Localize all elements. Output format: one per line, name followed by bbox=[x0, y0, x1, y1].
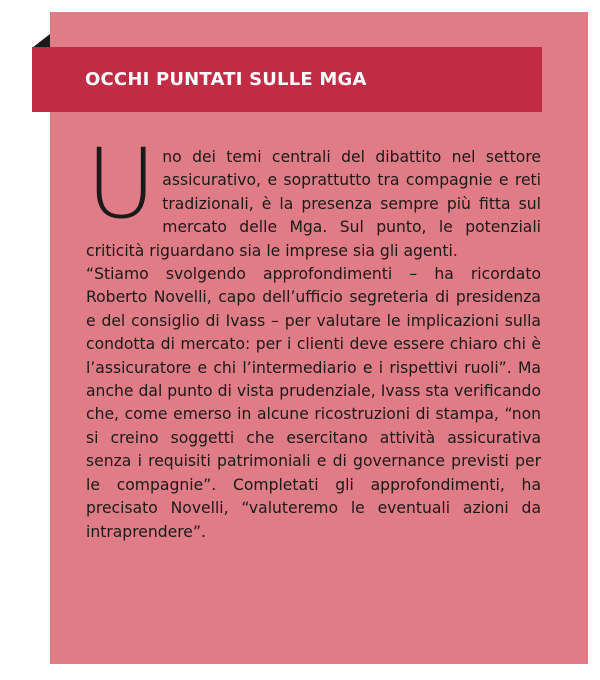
paragraph-1-text: no dei temi centrali del dibattito nel settore assicurativo, e soprattutto tra compagnie e reti tradizionali, è la presenza sempre più fitta sul mercato delle Mga. Sul punto, le potenziali criticità riguardano sia le imprese sia gli agenti. bbox=[86, 148, 541, 260]
title-banner bbox=[32, 47, 542, 112]
drop-cap: U bbox=[86, 128, 157, 240]
banner-fold bbox=[32, 34, 50, 48]
paragraph-1 bbox=[86, 128, 541, 263]
box-title: OCCHI PUNTATI SULLE MGA bbox=[85, 69, 367, 90]
paragraph-2: “Stiamo svolgendo approfondimenti – ha ricordato Roberto Novelli, capo dell’ufficio segreteria di presidenza e del consiglio di Ivass – per valutare le implicazioni sulla condotta di mercato: per i clienti deve essere chiaro chi è l’assicuratore e chi l’intermediario e i rispettivi ruoli”. Ma anche dal punto di vista prudenziale, Ivass sta verificando che, come emerso in alcune ricostruzioni di stampa, “non si creino soggetti che esercitano attività assicurativa senza i requisiti patrimoniali e di governance previsti per le compagnie”. Completati gli approfondimenti, ha precisato Novelli, “valuteremo le eventuali azioni da intraprendere”. bbox=[86, 265, 541, 541]
box-body bbox=[86, 128, 541, 544]
